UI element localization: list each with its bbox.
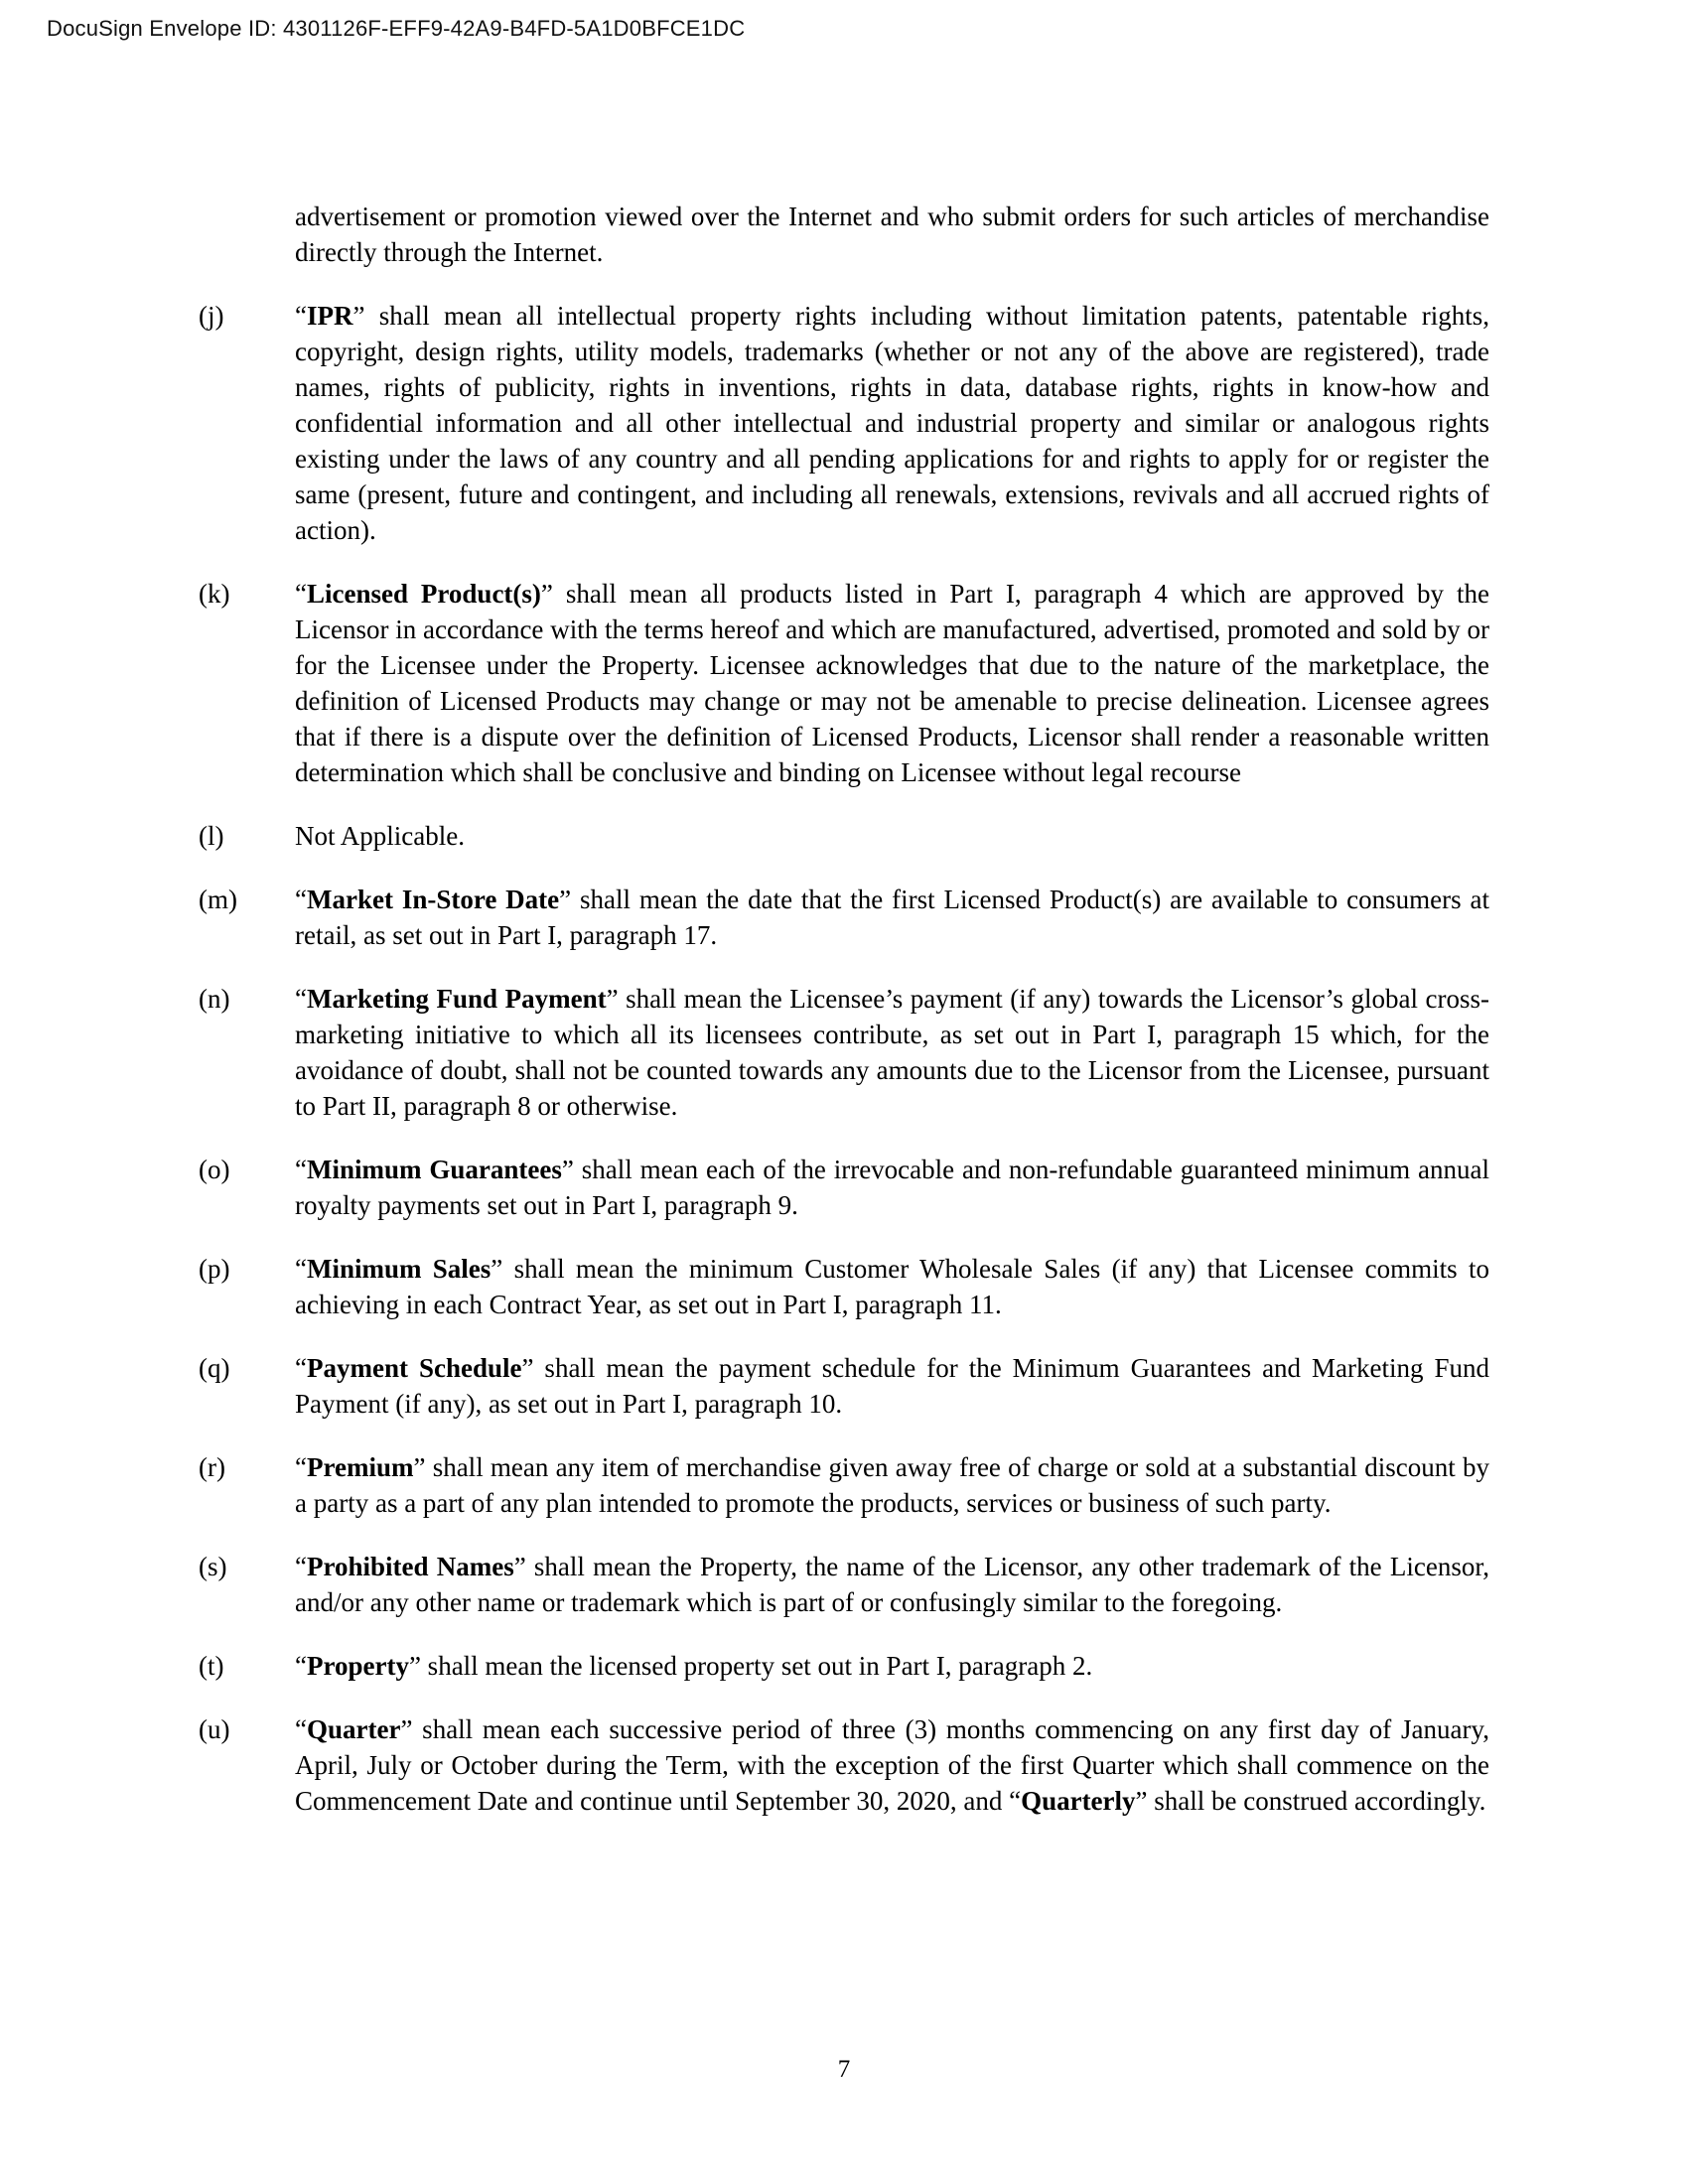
definition-text: “Marketing Fund Payment” shall mean the Licensee’s payment (if any) towards the Licensor’s global cross-marketing initiative to which all its licensees contribute, as set out in Part I, paragraph 15 which, for the avoidance of doubt, shall not be counted towards any amounts due to the Licensor from the Licensee, pursuant to Part II, paragraph 8 or otherwise.: [295, 984, 1489, 1121]
definition-label: (q): [199, 1353, 230, 1383]
definition-text: “Minimum Guarantees” shall mean each of the irrevocable and non-refundable guaranteed minimum annual royalty payments set out in Part I, paragraph 9.: [295, 1155, 1489, 1220]
definition-text: “Premium” shall mean any item of merchandise given away free of charge or sold at a substantial discount by a party as a part of any plan intended to promote the products, services or business of such party.: [295, 1452, 1489, 1518]
definition-row: [199, 981, 1489, 1124]
definition-row: [199, 882, 1489, 953]
definition-text: “Payment Schedule” shall mean the payment schedule for the Minimum Guarantees and Marketing Fund Payment (if any), as set out in Part I, paragraph 10.: [295, 1353, 1490, 1419]
definition-row: [199, 1549, 1489, 1620]
definition-row: [199, 1648, 1489, 1684]
definition-row: [199, 1152, 1489, 1223]
document-body: [199, 199, 1489, 1846]
definition-label: (m): [199, 885, 237, 914]
definition-row: [199, 818, 1489, 854]
definition-row: [199, 1711, 1489, 1819]
definition-text: “Market In-Store Date” shall mean the date that the first Licensed Product(s) are available to consumers at retail, as set out in Part I, paragraph 17.: [295, 885, 1490, 950]
definition-text: Not Applicable.: [295, 821, 465, 851]
page-number: 7: [837, 2056, 851, 2083]
definition-label: (u): [199, 1714, 230, 1744]
definition-row: [199, 576, 1489, 790]
definition-text: “Quarter” shall mean each successive period of three (3) months commencing on any first day of January, April, July or October during the Term, with the exception of the first Quarter which shall commence on the Commencement Date and continue until September 30, 2020, and “Quarterly” shall be construed accordingly.: [295, 1714, 1489, 1816]
definition-label: (l): [199, 821, 224, 851]
definition-row: [199, 1251, 1489, 1322]
definition-label: (j): [199, 301, 224, 331]
definition-row: [199, 298, 1489, 548]
definition-label: (k): [199, 579, 230, 609]
definition-text: “IPR” shall mean all intellectual property rights including without limitation patents, patentable rights, copyright, design rights, utility models, trademarks (whether or not any of the above are registered), trade names, rights of publicity, rights in inventions, rights in data, database rights, rights in know-how and confidential information and all other intellectual and industrial property and similar or analogous rights existing under the laws of any country and all pending applications for and rights to apply for or register the same (present, future and contingent, and including all renewals, extensions, revivals and all accrued rights of action).: [295, 301, 1489, 545]
definition-row: [199, 1350, 1489, 1422]
definition-text: “Property” shall mean the licensed property set out in Part I, paragraph 2.: [295, 1651, 1093, 1681]
docusign-envelope-id: DocuSign Envelope ID: 4301126F-EFF9-42A9-B4FD-5A1D0BFCE1DC: [47, 16, 746, 41]
definition-label: (n): [199, 984, 230, 1014]
definition-text: “Licensed Product(s)” shall mean all products listed in Part I, paragraph 4 which are approved by the Licensor in accordance with the terms hereof and which are manufactured, advertised, promoted and sold by or for the Licensee under the Property. Licensee acknowledges that due to the nature of the marketplace, the definition of Licensed Products may change or may not be amenable to precise delineation. Licensee agrees that if there is a dispute over the definition of Licensed Products, Licensor shall render a reasonable written determination which shall be conclusive and binding on Licensee without legal recourse: [295, 579, 1489, 787]
definition-label: (s): [199, 1552, 227, 1581]
intro-paragraph: advertisement or promotion viewed over the Internet and who submit orders for such articles of merchandise directly through the Internet.: [295, 202, 1489, 267]
definition-label: (r): [199, 1452, 225, 1482]
definition-label: (o): [199, 1155, 230, 1184]
definition-label: (p): [199, 1254, 230, 1284]
definition-row: [199, 1449, 1489, 1521]
definition-text: “Minimum Sales” shall mean the minimum Customer Wholesale Sales (if any) that Licensee commits to achieving in each Contract Year, as set out in Part I, paragraph 11.: [295, 1254, 1489, 1319]
definitions-list: [199, 298, 1489, 1819]
definition-label: (t): [199, 1651, 224, 1681]
definition-text: “Prohibited Names” shall mean the Property, the name of the Licensor, any other trademark of the Licensor, and/or any other name or trademark which is part of or confusingly similar to the foregoing.: [295, 1552, 1489, 1617]
